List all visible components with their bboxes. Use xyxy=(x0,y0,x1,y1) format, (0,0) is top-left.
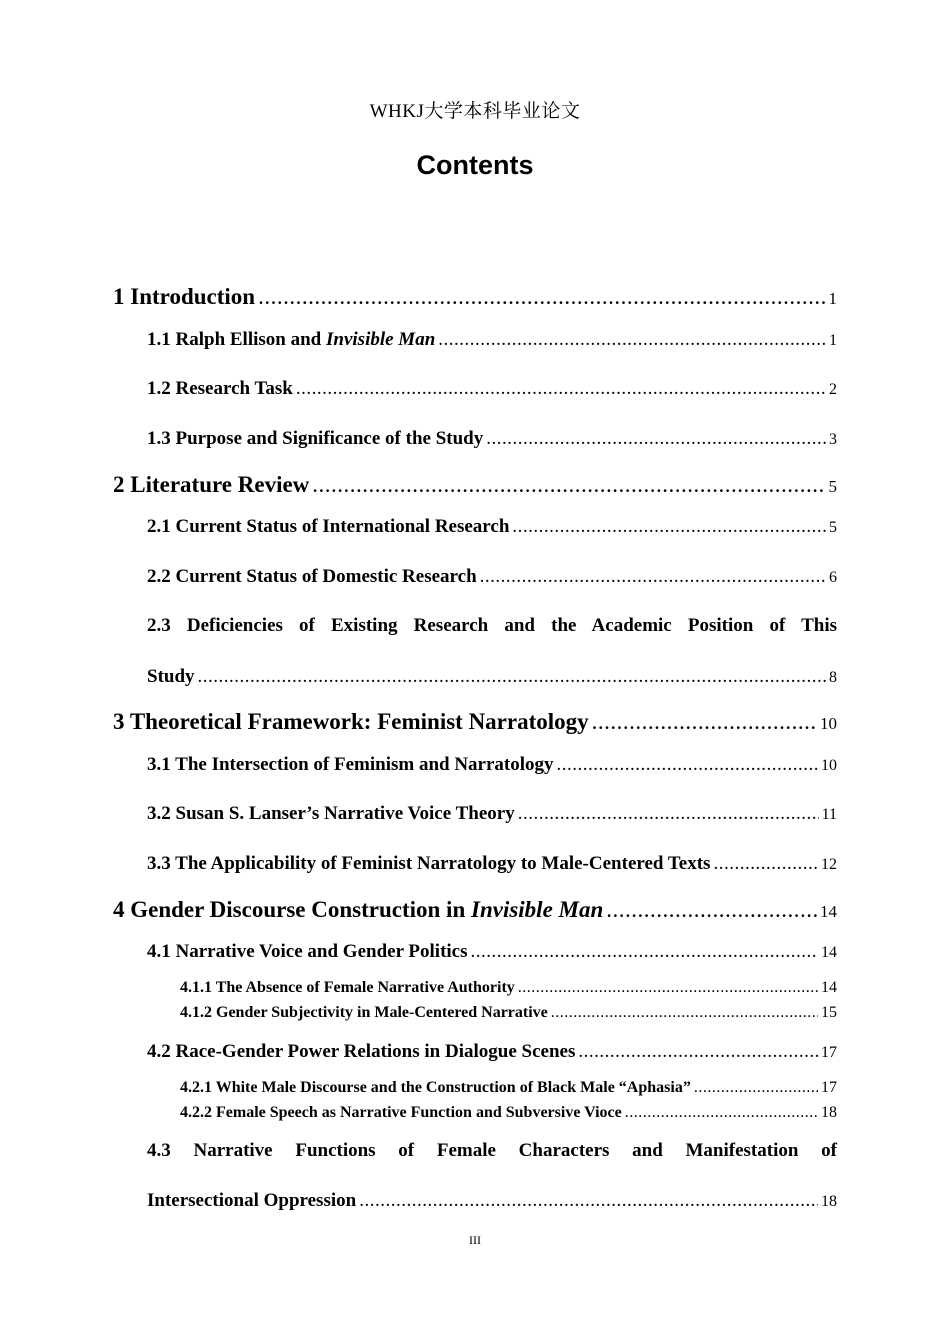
toc-label: 1.2 Research Task xyxy=(147,378,293,399)
toc-page: 14 xyxy=(820,902,837,921)
dot-leader xyxy=(480,566,826,588)
dot-leader xyxy=(518,803,819,825)
toc-label: 4.1 Narrative Voice and Gender Politics xyxy=(147,941,468,962)
toc-entry-4[interactable] xyxy=(113,897,837,923)
toc-entry-4-3[interactable] xyxy=(147,1190,837,1212)
toc-entry-1-1[interactable] xyxy=(147,329,837,351)
toc-entry-4-1-1[interactable] xyxy=(180,979,837,997)
toc-label: 4.2.2 Female Speech as Narrative Function and Subversive Vioce xyxy=(180,1104,622,1121)
toc-page: 14 xyxy=(821,944,837,961)
toc-page: 10 xyxy=(821,757,837,774)
toc-label: 3.1 The Intersection of Feminism and Narratology xyxy=(147,754,554,775)
toc-page: 5 xyxy=(828,477,837,496)
toc-page: 14 xyxy=(821,979,837,996)
dot-leader xyxy=(312,472,825,498)
toc-entry-4-2-2[interactable] xyxy=(180,1104,837,1122)
dot-leader xyxy=(258,284,825,310)
toc-page: 17 xyxy=(821,1044,837,1061)
dot-leader xyxy=(557,754,818,776)
dot-leader xyxy=(592,709,817,735)
dot-leader xyxy=(438,329,826,351)
dot-leader xyxy=(359,1190,818,1212)
dot-leader xyxy=(606,897,817,923)
dot-leader xyxy=(296,378,826,400)
dot-leader xyxy=(518,979,818,997)
dot-leader xyxy=(713,853,818,875)
toc-entry-1-2[interactable] xyxy=(147,378,837,400)
toc-page: 3 xyxy=(829,431,837,448)
toc-label: 2.2 Current Status of Domestic Research xyxy=(147,566,477,587)
toc-page: 11 xyxy=(821,806,837,823)
dot-leader xyxy=(486,428,826,450)
toc-entry-4-3-line1[interactable]: 4.3 Narrative Functions of Female Characters and Manifestation of xyxy=(147,1140,837,1161)
toc-entry-4-1-2[interactable] xyxy=(180,1004,837,1022)
toc-page: 1 xyxy=(828,289,837,308)
dot-leader xyxy=(512,516,826,538)
document-header: WHKJ大学本科毕业论文 xyxy=(369,101,581,122)
toc-label: Intersectional Oppression xyxy=(147,1190,357,1211)
toc-entry-3-1[interactable] xyxy=(147,754,837,776)
dot-leader xyxy=(694,1079,818,1097)
page-title: Contents xyxy=(416,150,534,180)
toc-page: 6 xyxy=(829,569,837,586)
toc-label: 3 Theoretical Framework: Feminist Narratology xyxy=(113,709,589,734)
toc-label: 1.3 Purpose and Significance of the Study xyxy=(147,428,484,449)
dot-leader xyxy=(551,1004,818,1022)
toc-entry-4-2-1[interactable] xyxy=(180,1079,837,1097)
toc-label: 4 Gender Discourse Construction in Invisible Man xyxy=(113,897,604,922)
toc-label: 4.1.1 The Absence of Female Narrative Authority xyxy=(180,979,515,996)
dot-leader xyxy=(625,1104,818,1122)
toc-page: 2 xyxy=(829,381,837,398)
toc-page: 8 xyxy=(829,669,837,686)
toc-label: 1 Introduction xyxy=(113,284,256,309)
toc-entry-1-3[interactable] xyxy=(147,428,837,450)
toc-label: 3.2 Susan S. Lanser’s Narrative Voice Theory xyxy=(147,803,515,824)
toc-entry-4-1[interactable] xyxy=(147,941,837,963)
dot-leader xyxy=(578,1041,818,1063)
toc-entry-3[interactable] xyxy=(113,709,837,735)
toc-entry-2-1[interactable] xyxy=(147,516,837,538)
toc-page: 1 xyxy=(829,332,837,349)
toc-page: 18 xyxy=(821,1193,837,1210)
toc-entry-2-2[interactable] xyxy=(147,566,837,588)
toc-label: 2.1 Current Status of International Research xyxy=(147,516,510,537)
toc-label: 4.1.2 Gender Subjectivity in Male-Centered Narrative xyxy=(180,1004,548,1021)
toc-entry-4-2[interactable] xyxy=(147,1041,837,1063)
page-number: III xyxy=(469,1233,481,1247)
toc-label: Study xyxy=(147,666,195,687)
toc-label: 3.3 The Applicability of Feminist Narratology to Male-Centered Texts xyxy=(147,853,711,874)
toc-entry-2-3[interactable] xyxy=(147,666,837,688)
toc-label: 4.2 Race-Gender Power Relations in Dialogue Scenes xyxy=(147,1041,576,1062)
toc-entry-3-2[interactable] xyxy=(147,803,837,825)
toc-entry-2[interactable] xyxy=(113,472,837,498)
toc-page: 5 xyxy=(829,519,837,536)
dot-leader xyxy=(198,666,826,688)
toc-label: 4.2.1 White Male Discourse and the Construction of Black Male “Aphasia” xyxy=(180,1079,691,1096)
toc-entry-3-3[interactable] xyxy=(147,853,837,875)
toc-entry-2-3-line1[interactable]: 2.3 Deficiencies of Existing Research and the Academic Position of This xyxy=(147,615,837,636)
dot-leader xyxy=(471,941,818,963)
toc-page: 12 xyxy=(821,856,837,873)
toc-page: 18 xyxy=(821,1104,837,1121)
toc-page: 15 xyxy=(821,1004,837,1021)
toc-page: 10 xyxy=(820,714,837,733)
toc-label: 2 Literature Review xyxy=(113,472,310,497)
toc-label: 1.1 Ralph Ellison and Invisible Man xyxy=(147,329,436,350)
toc-page: 17 xyxy=(821,1079,837,1096)
toc-entry-1[interactable] xyxy=(113,284,837,310)
